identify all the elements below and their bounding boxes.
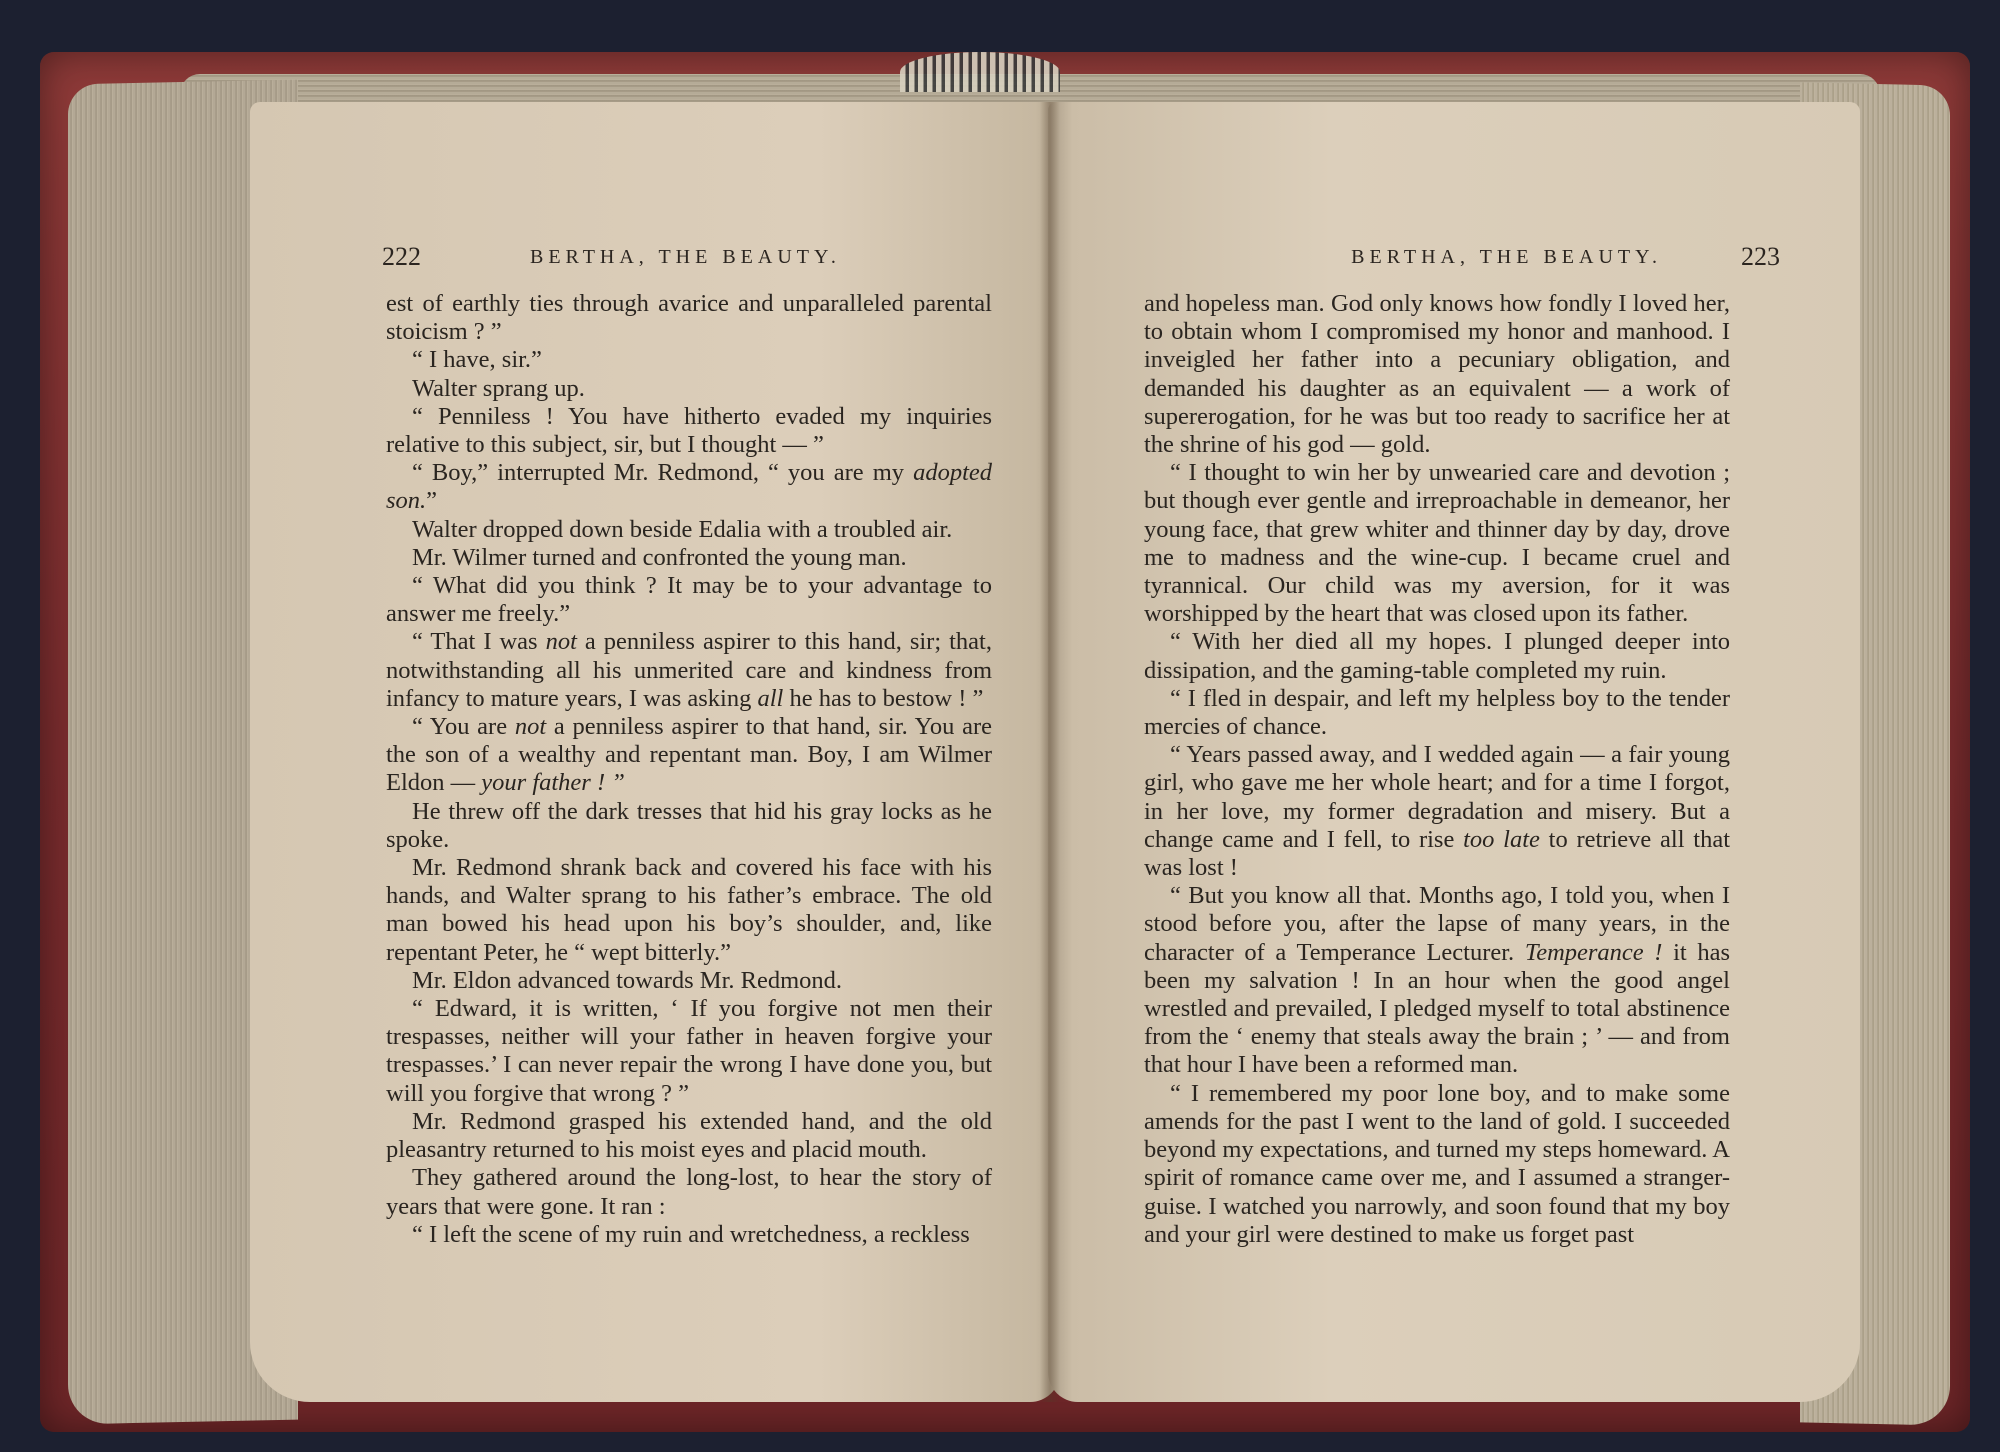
text-run: “ You are <box>412 713 515 741</box>
paragraph <box>386 403 992 459</box>
paragraph <box>1144 459 1730 628</box>
text-run: Mr. Redmond shrank back and covered his face with his hands, and Walter sprang to his father’s embrace. The old man bowed his head upon his boy’s shoulder, and, like repentant Peter, he “ wept bitterly.” <box>386 854 992 966</box>
page-number: 223 <box>1741 242 1780 271</box>
text-run: “ Penniless ! You have hitherto evaded my inquiries relative to this subject, sir, but I thought — ” <box>386 402 992 459</box>
text-run: est of earthly ties through avarice and unparalleled parental stoicism ? ” <box>386 290 992 346</box>
text-run: “ Edward, it is written, ‘ If you forgive not men their trespasses, neither will your father in heaven forgive your trespasses.’ I can never repair the wrong I have done you, but will you forgive that wrong ? ” <box>386 995 992 1107</box>
running-title: BERTHA, THE BEAUTY. <box>530 246 841 268</box>
text-run: “ I fled in despair, and left my helpless boy to the tender mercies of chance. <box>1144 684 1730 741</box>
paragraph <box>386 798 992 854</box>
paragraph <box>386 572 992 628</box>
paragraph <box>386 1108 992 1164</box>
paragraph <box>386 713 992 798</box>
text-run: “ I remembered my poor lone boy, and to make some amends for the past I went to the land of gold. I succeeded beyond my expectations, and turned my steps homeward. A spirit of romance came over me, and I assumed a stranger-guise. I watched you narrowly, and soon found that my boy and your girl were destined to make us forget past <box>1144 1079 1730 1248</box>
italic-text: not <box>514 713 547 741</box>
text-run: and hopeless man. God only knows how fondly I loved her, to obtain whom I compromised my honor and manhood. I inveigled her father into a pecuniary obligation, and demanded his daughter as an equivalent — a work of supererogation, for he was but too ready to sacrifice her at the shrine of his god — gold. <box>1144 290 1730 459</box>
running-title: BERTHA, THE BEAUTY. <box>1351 246 1662 268</box>
text-run: “ I thought to win her by unwearied care and devotion ; but though ever gentle and irreproachable in demeanor, her young face, that grew whiter and thinner day by day, drove me to madness and the wine-cup. I became cruel and tyrannical. Our child was my aversion, for it was worshipped by the heart that was closed upon its father. <box>1144 459 1730 628</box>
paragraph <box>386 1221 992 1249</box>
paragraph <box>386 967 992 995</box>
left-page <box>250 102 1060 1402</box>
text-run: he has to bestow ! ” <box>783 684 984 712</box>
text-run: Walter dropped down beside Edalia with a troubled air. <box>412 515 953 543</box>
italic-text: too late <box>1463 825 1540 853</box>
text-run: Mr. Eldon advanced towards Mr. Redmond. <box>412 966 843 994</box>
paragraph <box>1144 290 1730 459</box>
right-page-body <box>1144 290 1730 1249</box>
text-run: to retrieve all that was lost ! <box>1144 825 1730 882</box>
text-run: They gathered around the long-lost, to hear the story of years that were gone. It ran : <box>386 1164 992 1220</box>
paragraph <box>386 290 992 346</box>
page-number: 222 <box>382 242 421 271</box>
left-page-body <box>386 290 992 1249</box>
right-page-header <box>1114 242 1780 282</box>
paragraph <box>386 375 992 403</box>
book-gutter <box>1040 102 1060 1402</box>
text-run: a penniless aspirer to this hand, sir; that, notwithstanding all his unmerited care and kindness from infancy to mature years, I was asking <box>386 628 992 712</box>
text-run: “ That I was <box>412 628 546 656</box>
right-page <box>1048 102 1860 1402</box>
left-page-header <box>382 242 1010 282</box>
italic-text: all <box>757 684 784 712</box>
italic-text: adopted son. <box>386 459 992 515</box>
paragraph <box>386 995 992 1108</box>
paragraph <box>386 544 992 572</box>
spine-binding <box>900 52 1060 92</box>
paragraph <box>1144 741 1730 882</box>
text-run: He threw off the dark tresses that hid his gray locks as he spoke. <box>386 797 992 853</box>
text-run: “ I left the scene of my ruin and wretchedness, a reckless <box>412 1220 970 1248</box>
text-run: “ Years passed away, and I wedded again — a fair young girl, who gave me her whole heart; and for a time I forgot, in her love, my former degradation and misery. But a change came and I fell, to rise <box>1144 741 1730 853</box>
text-run: Walter sprang up. <box>412 374 585 402</box>
italic-text: Temperance ! <box>1524 938 1663 966</box>
text-run: Mr. Redmond grasped his extended hand, and the old pleasantry returned to his moist eyes and placid mouth. <box>386 1107 992 1164</box>
text-run: ” <box>426 487 438 515</box>
paragraph <box>1144 685 1730 741</box>
paragraph <box>386 346 992 374</box>
text-run: “ But you know all that. Months ago, I told you, when I stood before you, after the lapse of many years, in the character of a Temperance Lecturer. <box>1144 882 1730 966</box>
paragraph <box>1144 1080 1730 1249</box>
italic-text: your father ! ” <box>481 769 625 797</box>
text-run: “ I have, sir.” <box>412 346 542 374</box>
paragraph <box>1144 628 1730 684</box>
text-run: “ With her died all my hopes. I plunged deeper into dissipation, and the gaming-table completed my ruin. <box>1144 628 1730 684</box>
text-run: “ Boy,” interrupted Mr. Redmond, “ you are my <box>412 459 914 487</box>
paragraph <box>1144 882 1730 1079</box>
text-run: a penniless aspirer to that hand, sir. You are the son of a wealthy and repentant man. Boy, I am Wilmer Eldon — <box>386 713 992 797</box>
italic-text: not <box>545 628 577 656</box>
paragraph <box>386 628 992 713</box>
paragraph <box>386 1164 992 1220</box>
paragraph <box>386 516 992 544</box>
paragraph <box>386 459 992 515</box>
text-run: it has been my salvation ! In an hour when the good angel wrestled and prevailed, I pledged myself to total abstinence from the ‘ enemy that steals away the brain ; ’ — and from that hour I have been a reformed man. <box>1144 938 1730 1079</box>
paragraph <box>386 854 992 967</box>
text-run: Mr. Wilmer turned and confronted the young man. <box>412 543 907 571</box>
text-run: “ What did you think ? It may be to your advantage to answer me freely.” <box>386 572 992 628</box>
